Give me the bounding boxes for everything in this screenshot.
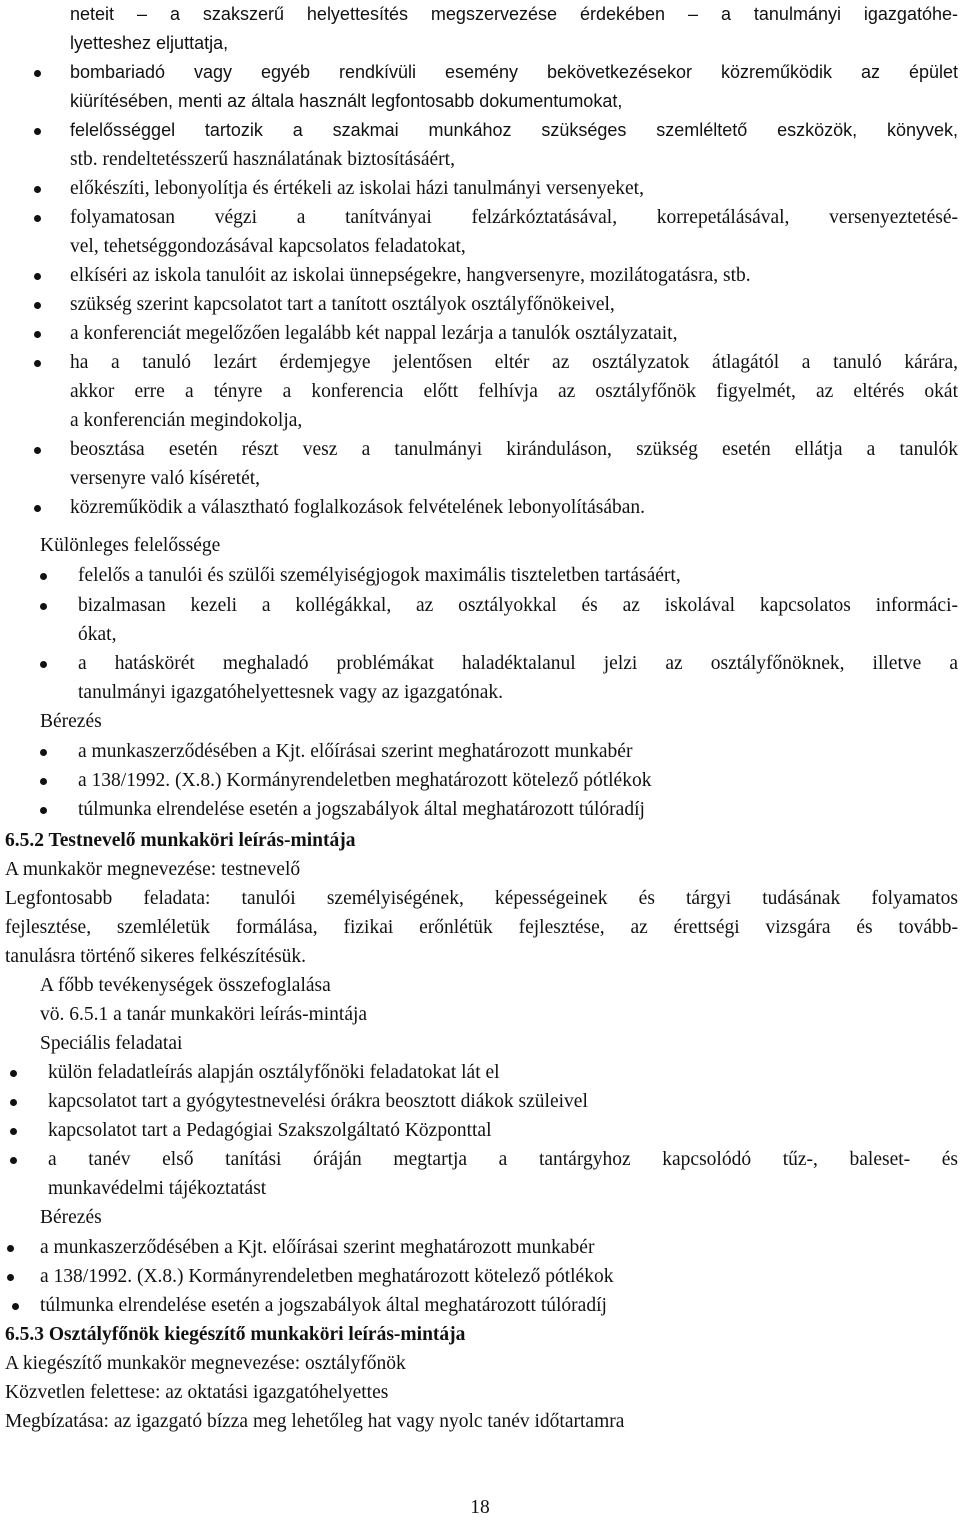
bullet-icon <box>34 360 41 367</box>
text-line: Legfontosabb feladata: tanulói személyiségének, képességeinek és tárgyi tudásának folyamatos <box>5 888 958 909</box>
text-line: akkor erre a tényre a konferencia előtt felhívja az osztályfőnök figyelmét, az eltérés okát <box>70 381 958 402</box>
text-line: vö. 6.5.1 a tanár munkaköri leírás-mintája <box>40 1004 368 1025</box>
bullet-icon <box>10 1128 17 1135</box>
section-title: Bérezés <box>40 1207 102 1228</box>
list-item: külön feladatleírás alapján osztályfőnöki feladatokat lát el <box>48 1062 500 1083</box>
list-item: beosztása esetén részt vesz a tanulmányi kiránduláson, szükség esetén ellátja a tanulók <box>70 439 958 460</box>
list-item: a konferenciát megelőzően legalább két nappal lezárja a tanulók osztályzatait, <box>70 323 678 344</box>
bullet-icon <box>34 70 41 77</box>
list-item: közreműködik a választható foglalkozások felvételének lebonyolításában. <box>70 497 646 518</box>
text-line: fejlesztése, szemléletük formálása, fizikai erőnlétük fejlesztése, az érettségi vizsgára és tovább- <box>5 917 958 938</box>
list-item: előkészíti, lebonyolítja és értékeli az iskolai házi tanulmányi versenyeket, <box>70 178 644 199</box>
text-line: munkavédelmi tájékoztatást <box>48 1178 267 1199</box>
list-item: a 138/1992. (X.8.) Kormányrendeletben meghatározott kötelező pótlékok <box>40 1266 614 1287</box>
list-item: bizalmasan kezeli a kollégákkal, az osztályokkal és az iskolával kapcsolatos informáci- <box>78 595 958 616</box>
text-line: Közvetlen felettese: az oktatási igazgatóhelyettes <box>5 1382 389 1403</box>
list-item: a munkaszerződésében a Kjt. előírásai szerint meghatározott munkabér <box>78 741 633 762</box>
bullet-icon <box>34 186 41 193</box>
section-title: Speciális feladatai <box>40 1033 183 1054</box>
text-line: a konferencián megindokolja, <box>70 410 303 431</box>
text-line: neteit – a szakszerű helyettesítés megszervezése érdekében – a tanulmányi igazgatóhe- <box>70 4 958 24</box>
list-item: a 138/1992. (X.8.) Kormányrendeletben meghatározott kötelező pótlékok <box>78 770 652 791</box>
bullet-icon <box>40 749 47 756</box>
bullet-icon <box>40 807 47 814</box>
list-item: a tanév első tanítási óráján megtartja a tantárgyhoz kapcsolódó tűz-, baleset- és <box>48 1149 958 1170</box>
text-line: vel, tehetséggondozásával kapcsolatos feladatokat, <box>70 236 466 257</box>
bullet-icon <box>34 447 41 454</box>
list-item: túlmunka elrendelése esetén a jogszabályok által meghatározott túlóradíj <box>40 1295 607 1316</box>
text-line: Megbízatása: az igazgató bízza meg lehetőleg hat vagy nyolc tanév időtartamra <box>5 1411 625 1432</box>
list-item: folyamatosan végzi a tanítványai felzárkóztatásával, korrepetálásával, versenyeztetésé- <box>70 207 958 228</box>
text-line: kiürítésében, menti az általa használt legfontosabb dokumentumokat, <box>70 91 623 111</box>
section-title: Különleges felelőssége <box>40 535 221 556</box>
text-line: tanulmányi igazgatóhelyettesnek vagy az igazgatónak. <box>78 682 504 703</box>
page-number: 18 <box>470 1497 490 1518</box>
bullet-icon <box>34 331 41 338</box>
bullet-icon <box>34 128 41 135</box>
list-item: felelős a tanulói és szülői személyiségjogok maximális tiszteletben tartásáért, <box>78 565 681 586</box>
text-line: tanulásra történő sikeres felkészítésük. <box>5 946 307 967</box>
section-title: Bérezés <box>40 711 102 732</box>
section-heading: 6.5.2 Testnevelő munkaköri leírás-mintája <box>5 830 356 851</box>
bullet-icon <box>40 778 47 785</box>
list-item: kapcsolatot tart a gyógytestnevelési órákra beosztott diákok szüleivel <box>48 1091 588 1112</box>
text-line: versenyre való kíséretét, <box>70 468 261 489</box>
list-item: a munkaszerződésében a Kjt. előírásai szerint meghatározott munkabér <box>40 1237 595 1258</box>
list-item: a hatáskörét meghaladó problémákat haladéktalanul jelzi az osztályfőnöknek, illetve a <box>78 653 958 674</box>
bullet-icon <box>40 661 47 668</box>
text-line: A munkakör megnevezése: testnevelő <box>5 859 301 880</box>
bullet-icon <box>12 1303 19 1310</box>
list-item: ha a tanuló lezárt érdemjegye jelentősen eltér az osztályzatok átlagától a tanuló kárára, <box>70 352 958 373</box>
text-line: A főbb tevékenységek összefoglalása <box>40 975 331 996</box>
bullet-icon <box>34 505 41 512</box>
list-item: elkíséri az iskola tanulóit az iskolai ünnepségekre, hangversenyre, mozilátogatásra, stb. <box>70 265 751 286</box>
bullet-icon <box>40 573 47 580</box>
list-item: bombariadó vagy egyéb rendkívüli esemény bekövetkezésekor közreműködik az épület <box>70 62 958 82</box>
text-line: A kiegészítő munkakör megnevezése: osztályfőnök <box>5 1353 406 1374</box>
text-line: stb. rendeltetésszerű használatának biztosításáért, <box>70 149 455 170</box>
bullet-icon <box>34 302 41 309</box>
text-line: lyetteshez eljuttatja, <box>70 33 229 53</box>
bullet-icon <box>34 215 41 222</box>
bullet-icon <box>34 273 41 280</box>
list-item: szükség szerint kapcsolatot tart a tanított osztályok osztályfőnökeivel, <box>70 294 615 315</box>
bullet-icon <box>10 1099 17 1106</box>
bullet-icon <box>7 1245 14 1252</box>
list-item: túlmunka elrendelése esetén a jogszabályok által meghatározott túlóradíj <box>78 799 645 820</box>
bullet-icon <box>10 1157 17 1164</box>
text-line: ókat, <box>78 624 117 645</box>
section-heading: 6.5.3 Osztályfőnök kiegészítő munkaköri leírás-mintája <box>5 1324 466 1345</box>
bullet-icon <box>40 603 47 610</box>
list-item: felelősséggel tartozik a szakmai munkához szükséges szemléltető eszközök, könyvek, <box>70 120 958 140</box>
list-item: kapcsolatot tart a Pedagógiai Szakszolgáltató Központtal <box>48 1120 492 1141</box>
bullet-icon <box>7 1274 14 1281</box>
bullet-icon <box>10 1070 17 1077</box>
